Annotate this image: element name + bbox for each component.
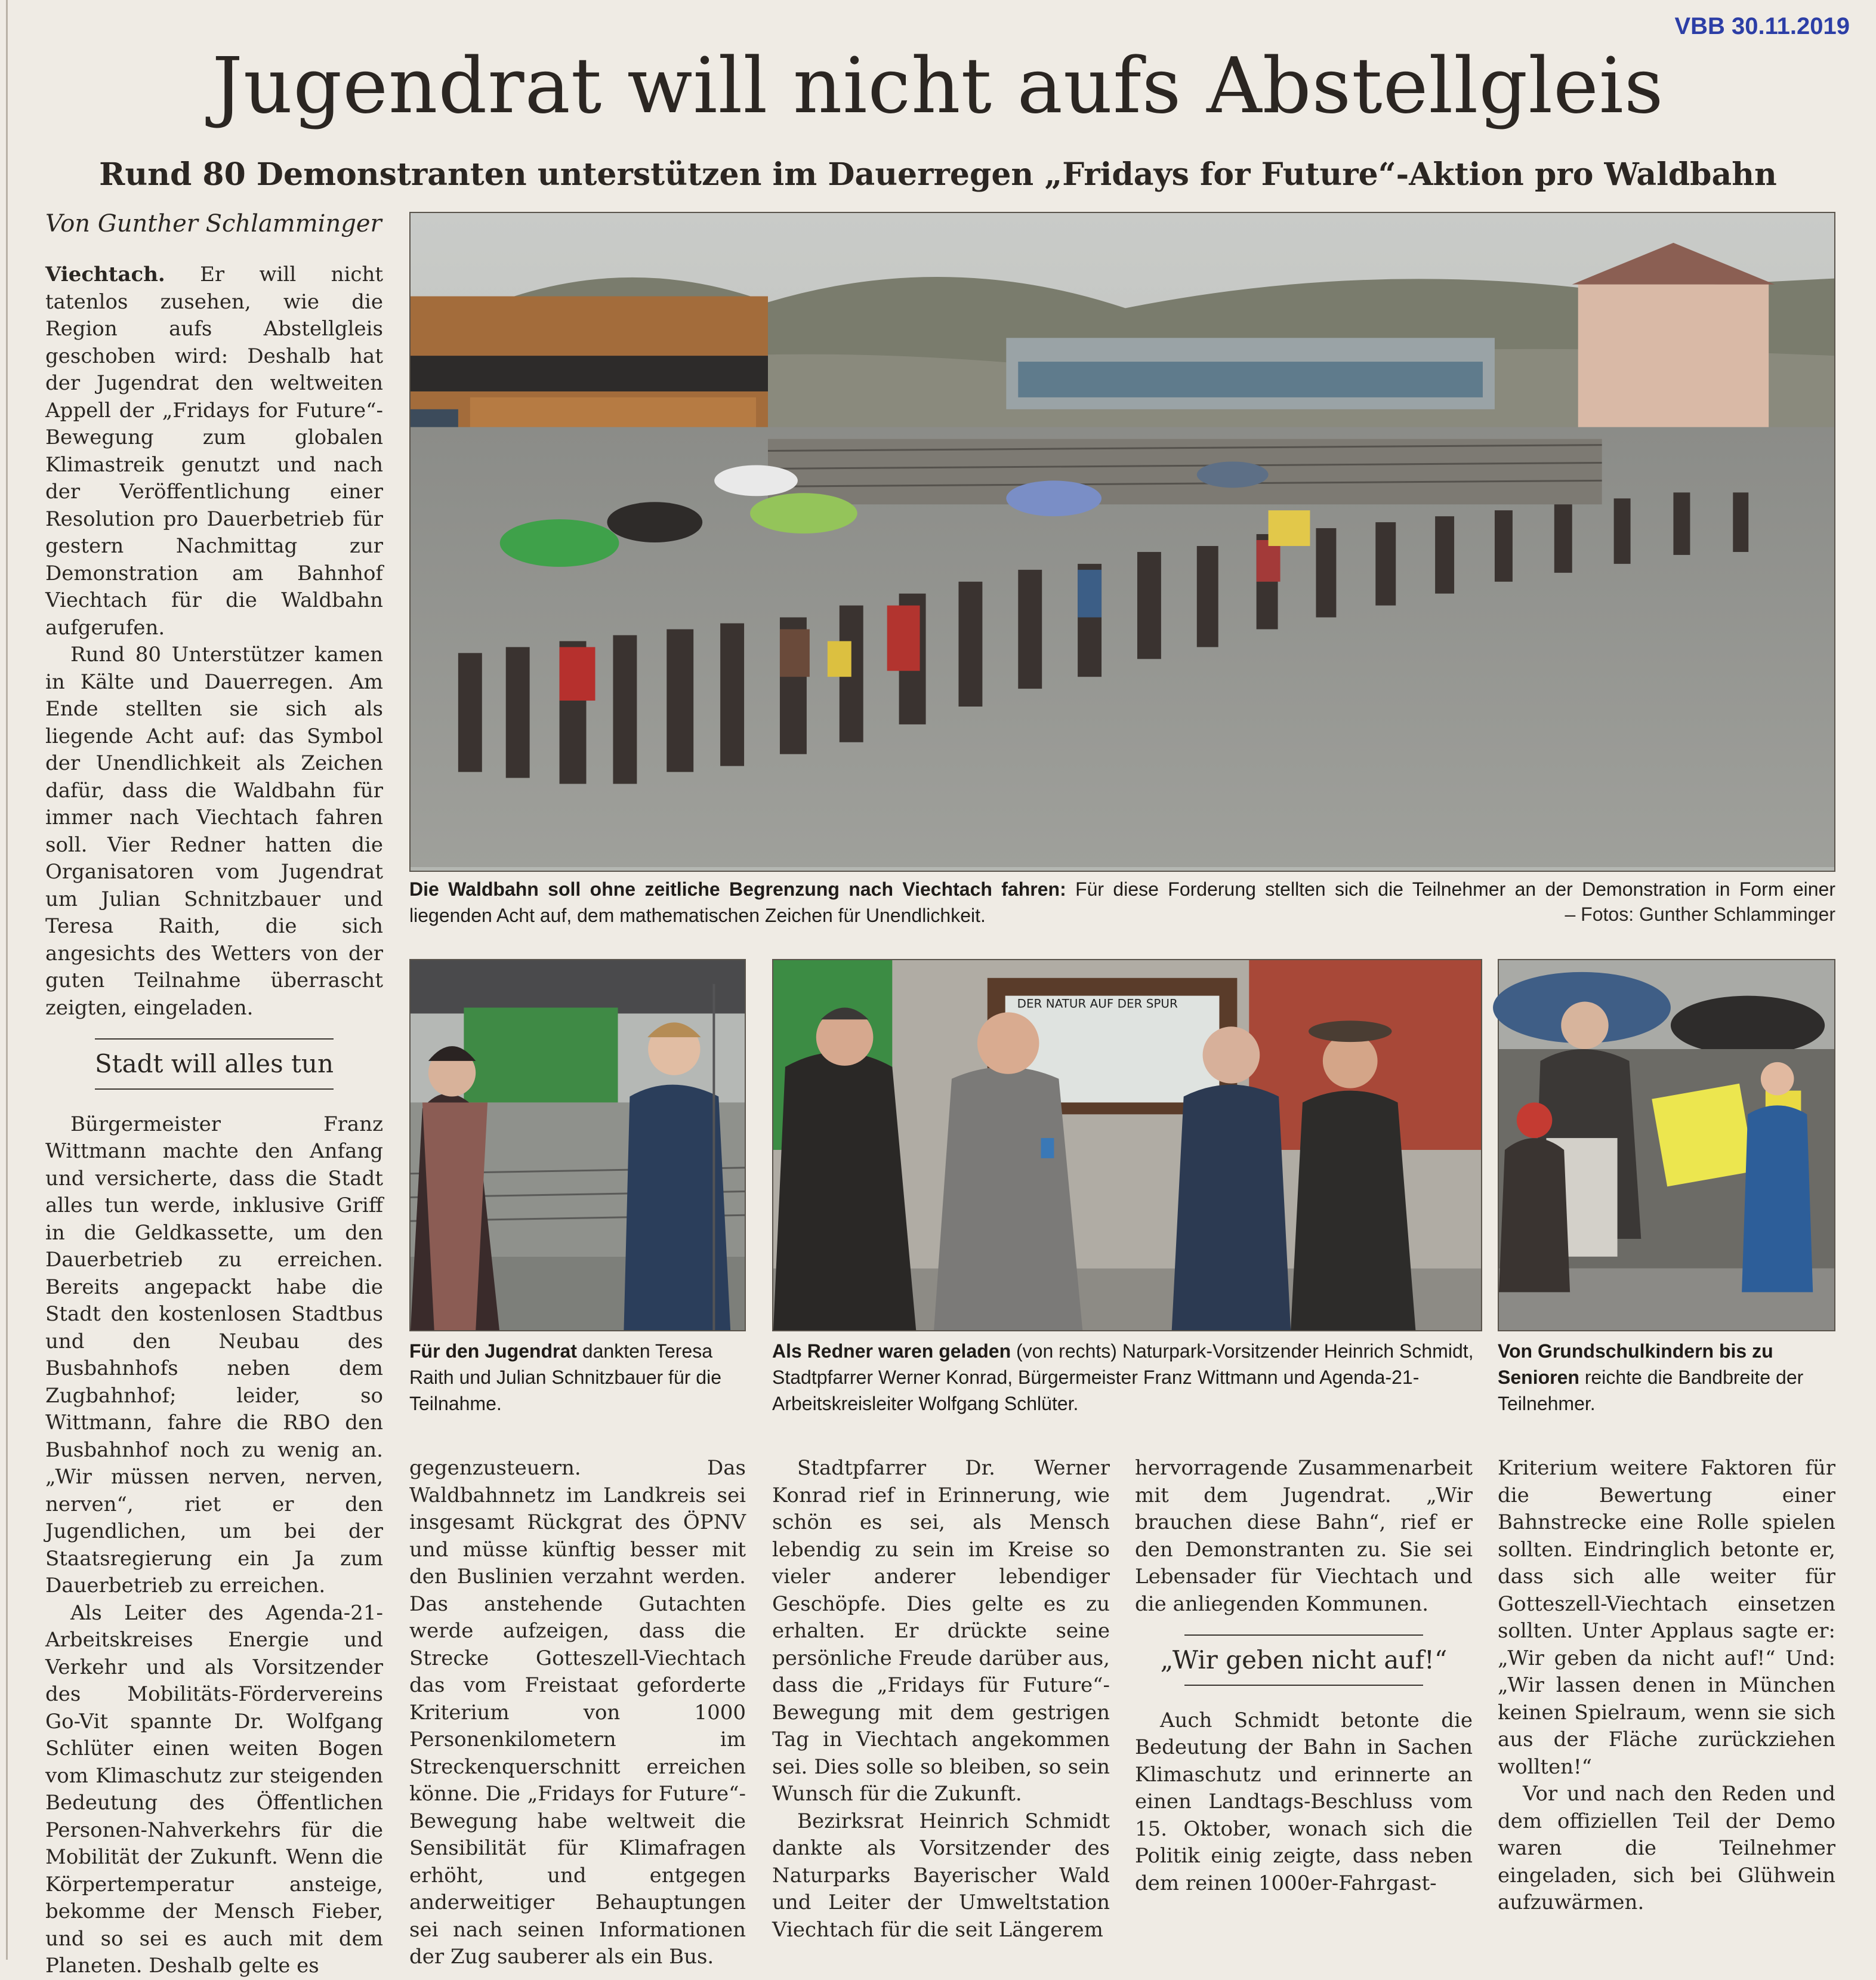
dateline: Viechtach. bbox=[45, 263, 165, 286]
section-subtitle: „Wir geben nicht auf!“ bbox=[1160, 1645, 1448, 1674]
article-column-2 bbox=[409, 1455, 746, 1969]
main-photo-demonstration bbox=[409, 212, 1835, 872]
paragraph: Stadtpfarrer Dr. Werner Konrad rief in Erinnerung, wie schön es sei, als Mensch lebendig zu sein im Kreise so vieler anderer lebendiger Geschöpfe. Dies gelte es zu erhalten. Er drückte seine persönliche Freude darüber aus, dass die „Fridays für Future“-Bewegung mit dem gestrigen Tag in Viechtach angekommen sei. Dies solle so bleiben, so sein Wunsch für die Zukunft. bbox=[772, 1456, 1110, 1806]
subheadline: Rund 80 Demonstranten unterstützen im Dauerregen „Fridays for Future“-Aktion pro Waldbahn bbox=[99, 156, 1777, 193]
nature-sign-text: DER NATUR AUF DER SPUR bbox=[1017, 997, 1178, 1011]
photo-jugendrat-caption: Für den Jugendrat dankten Teresa Raith und Julian Schnitzbauer für die Teilnahme. bbox=[409, 1340, 721, 1414]
article-column-5 bbox=[1498, 1455, 1835, 1956]
byline: Von Gunther Schlamminger bbox=[45, 210, 382, 238]
photo-participants bbox=[1498, 959, 1835, 1331]
page-edge-rule bbox=[6, 0, 8, 1960]
section-subtitle: Stadt will alles tun bbox=[94, 1049, 334, 1078]
paragraph: gegenzusteuern. Das Waldbahnnetz im Landkreis sei insgesamt Rückgrat des ÖPNV und müsse künftig besser mit den Buslinien verzahnt werden. Das anstehende Gutachten werde aufzeigen, dass die Strecke Gotteszell-Viechtach das vom Freistaat geforderte Kriterium von 1000 Personenkilometern im Streckenquerschnitt erreichen könne. Die „Fridays for Future“-Bewegung habe weltweit die Sensibilität für Klimafragen erhöht, und entgegen anderweitiger Behauptungen sei nach seinen Informationen der Zug sauberer als ein Bus. bbox=[409, 1456, 746, 1969]
headline: Jugendrat will nicht aufs Abstellgleis bbox=[212, 42, 1664, 131]
photo-jugendrat bbox=[409, 959, 746, 1331]
article-column-1 bbox=[45, 261, 383, 1978]
paragraph: Bürgermeister Franz Wittmann machte den Anfang und versicherte, dass die Stadt alles tun werde, inklusive Griff in die Geldkassette, um den Dauerbetrieb zu erreichen. Bereits angepackt habe die Stadt den kostenlosen Stadtbus und den Neubau des Busbahnhofs neben dem Zugbahnhof; leider, so Wittmann, fahre die RBO den Busbahnhof noch zu wenig an. „Wir müssen nerven, nerven, nerven“, riet er den Jugendlichen, um bei der Staatsregierung ein Ja zum Dauerbetrieb zu erreichen. bbox=[45, 1112, 383, 1597]
paragraph: Rund 80 Unterstützer kamen in Kälte und Dauerregen. Am Ende stellten sie sich als liegende Acht auf: das Symbol der Unendlichkeit als Zeichen dafür, dass die Waldbahn für immer nach Viechtach fahren soll. Vier Redner hatten die Organisatoren vom Jugendrat um Julian Schnitzbauer und Teresa Raith, die sich angesichts des Wetters von der guten Teilnahme überrascht zeigten, eingeladen. bbox=[45, 643, 383, 1020]
article-column-3 bbox=[772, 1455, 1110, 1956]
photo-credit: – Fotos: Gunther Schlamminger bbox=[1565, 903, 1835, 925]
photo-participants-caption: Von Grundschulkindern bis zu Senioren reichte die Bandbreite der Teilnehmer. bbox=[1498, 1340, 1804, 1414]
main-photo-caption: Die Waldbahn soll ohne zeitliche Begrenzung nach Viechtach fahren: Für diese Forderung stellten sich die Teilnehmer an der Demonstration in Form einer liegenden Acht auf, dem mathematischen Zeichen für Unendlichkeit. bbox=[409, 878, 1836, 926]
paragraph: Als Leiter des Agenda-21-Arbeitskreises Energie und Verkehr und als Vorsitzender des Mobilitäts-Fördervereins Go-Vit spannte Dr. Wolfgang Schlüter einen weiten Bogen vom Klimaschutz zur steigenden Bedeutung des Öffentlichen Personen-Nahverkehrs für die Mobilität der Zukunft. Wenn die Körpertemperatur ansteige, bekomme der Mensch Fieber, und so sei es auch mit dem Planeten. Deshalb gelte es bbox=[45, 1600, 383, 1978]
paragraph: Auch Schmidt betonte die Bedeutung der Bahn in Sachen Klimaschutz und erinnerte an einen Landtags-Beschluss vom 15. Oktober, wonach sich die Politik einig zeigte, dass neben dem reinen 1000er-Fahrgast- bbox=[1135, 1708, 1473, 1895]
paragraph: Bezirksrat Heinrich Schmidt dankte als Vorsitzender des Naturparks Bayerischer Wald und Leiter der Umweltstation Viechtach für die seit Längerem bbox=[772, 1809, 1110, 1942]
date-stamp: VBB 30.11.2019 bbox=[1674, 13, 1850, 39]
main-photo-image bbox=[411, 213, 1834, 871]
paragraph: Vor und nach den Reden und dem offiziellen Teil der Demo waren die Teilnehmer eingeladen, sich bei Glühwein aufzuwärmen. bbox=[1498, 1782, 1835, 1914]
article-column-4 bbox=[1135, 1455, 1473, 1956]
photo-speakers bbox=[772, 959, 1482, 1331]
paragraph: Kriterium weitere Faktoren für die Bewertung einer Bahnstrecke eine Rolle spielen sollten. Eindringlich betonte er, dass sich alle weiter für Gotteszell-Viechtach einsetzen sollten. Unter Applaus sagte er: „Wir geben da nicht auf!“ Und: „Wir lassen denen in München keinen Spielraum, wenn sie sich aus der Fläche zurückziehen wollten!“ bbox=[1498, 1456, 1835, 1779]
photo-speakers-caption: Als Redner waren geladen (von rechts) Naturpark-Vorsitzender Heinrich Schmidt, Stadtpfarrer Werner Konrad, Bürgermeister Franz Wittmann und Agenda-21-Arbeitskreisleiter Wolfgang Schlüter. bbox=[772, 1340, 1474, 1414]
paragraph: hervorragende Zusammenarbeit mit dem Jugendrat. „Wir brauchen diese Bahn“, rief er den Demonstranten zu. Sie sei Lebensader für Viechtach und die anliegenden Kommunen. bbox=[1135, 1456, 1473, 1616]
lead-paragraph: Viechtach. Er will nicht tatenlos zusehen, wie die Region aufs Abstellgleis geschoben wird: Deshalb hat der Jugendrat den weltweiten Appell der „Fridays for Future“-Bewegung zum globalen Klimastreik genutzt und nach der Veröffentlichung einer Resolution pro Dauerbetrieb für gestern Nachmittag zur Demonstration am Bahnhof Viechtach für die Waldbahn aufgerufen. bbox=[45, 263, 383, 640]
